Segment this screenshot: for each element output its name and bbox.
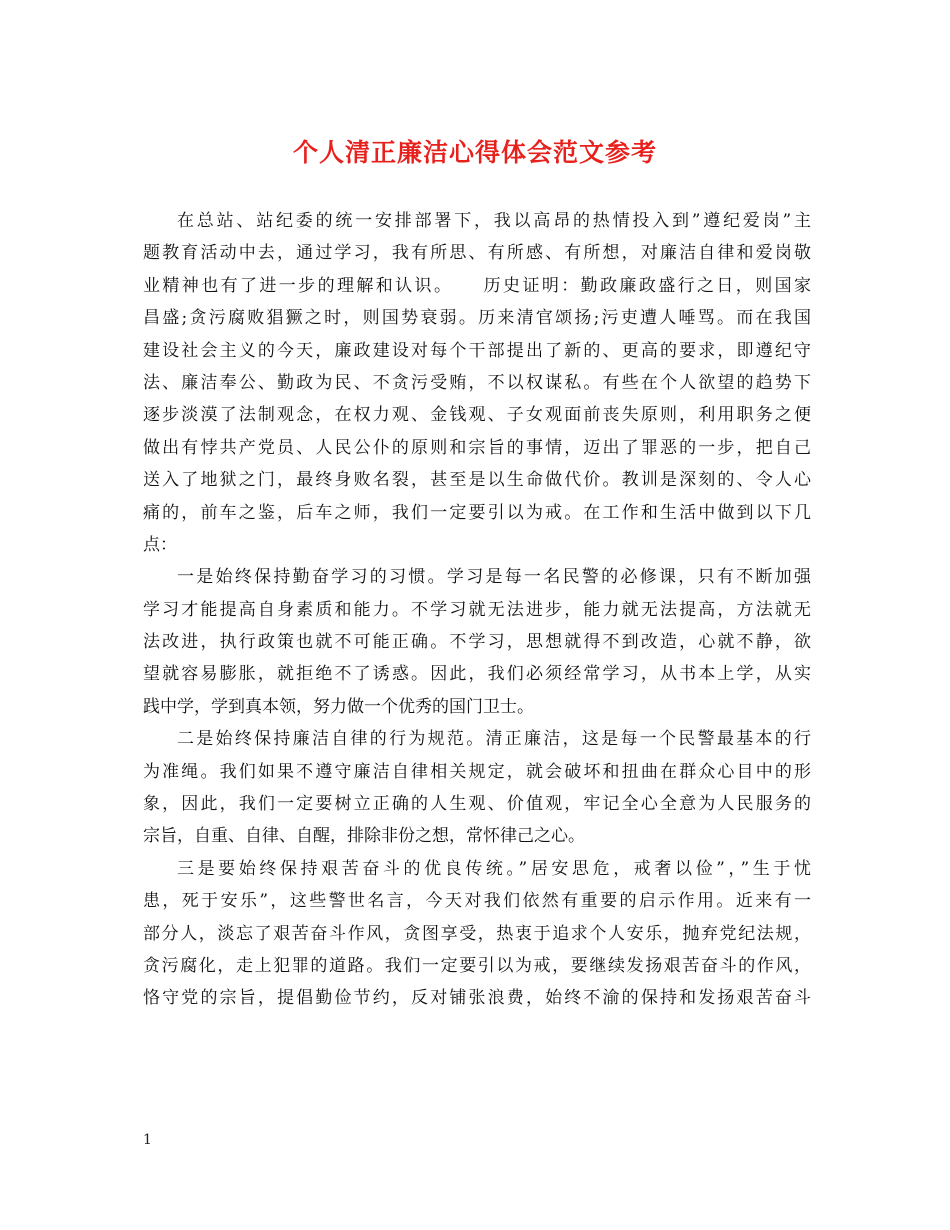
body-line: 恪守党的宗旨，提倡勤俭节约，反对铺张浪费，始终不渝的保持和发扬艰苦奋斗 [143, 988, 811, 1009]
body-line: 患，死于安乐”，这些警世名言，今天对我们依然有重要的启示作用。近来有一 [143, 891, 811, 912]
document-title: 个人清正廉洁心得体会范文参考 [292, 138, 657, 167]
body-line: 点： [143, 534, 177, 555]
page-number: 1 [143, 1132, 152, 1148]
document-body [143, 205, 811, 1015]
body-line: 宗旨，自重、自律、自醒，排除非份之想，常怀律己之心。 [143, 826, 585, 847]
body-line: 业精神也有了进一步的理解和认识。 历史证明：勤政廉政盛行之日，则国家 [143, 275, 811, 296]
body-line: 象，因此，我们一定要树立正确的人生观、价值观，牢记全心全意为人民服务的 [143, 794, 811, 815]
body-line: 二是始终保持廉洁自律的行为规范。清正廉洁，这是每一个民警最基本的行 [177, 729, 811, 750]
body-line: 法改进，执行政策也就不可能正确。不学习，思想就得不到改造，心就不静，欲 [143, 632, 811, 653]
body-line: 部分人，淡忘了艰苦奋斗作风，贪图享受，热衷于追求个人安乐，抛弃党纪法规， [143, 923, 811, 944]
body-line: 痛的，前车之鉴，后车之师，我们一定要引以为戒。在工作和生活中做到以下几 [143, 502, 811, 523]
body-line: 在总站、站纪委的统一安排部署下，我以高昂的热情投入到”遵纪爱岗”主 [177, 211, 811, 231]
body-line: 逐步淡漠了法制观念，在权力观、金钱观、子女观面前丧失原则，利用职务之便 [143, 405, 811, 426]
body-line: 三是要始终保持艰苦奋斗的优良传统。”居安思危，戒奢以俭”，”生于忧 [177, 858, 811, 879]
body-line: 法、廉洁奉公、勤政为民、不贪污受贿，不以权谋私。有些在个人欲望的趋势下 [143, 372, 811, 393]
body-line: 学习才能提高自身素质和能力。不学习就无法进步，能力就无法提高，方法就无 [143, 599, 811, 620]
body-line: 题教育活动中去，通过学习，我有所思、有所感、有所想，对廉洁自律和爱岗敬 [143, 243, 811, 264]
body-line: 望就容易膨胀，就拒绝不了诱惑。因此，我们必须经常学习，从书本上学，从实 [143, 664, 811, 685]
body-line: 昌盛;贪污腐败猖獗之时，则国势衰弱。历来清官颂扬;污吏遭人唾骂。而在我国 [143, 308, 811, 329]
body-line: 送入了地狱之门，最终身败名裂，甚至是以生命做代价。教训是深刻的、令人心 [143, 470, 811, 491]
body-line: 贪污腐化，走上犯罪的道路。我们一定要引以为戒，要继续发扬艰苦奋斗的作风， [143, 955, 811, 976]
body-line: 践中学，学到真本领，努力做一个优秀的国门卫士。 [143, 696, 534, 717]
body-line: 为准绳。我们如果不遵守廉洁自律相关规定，就会破坏和扭曲在群众心目中的形 [143, 761, 811, 782]
body-line: 做出有悖共产党员、人民公仆的原则和宗旨的事情，迈出了罪恶的一步，把自己 [143, 437, 811, 458]
body-line: 一是始终保持勤奋学习的习惯。学习是每一名民警的必修课，只有不断加强 [177, 567, 811, 588]
body-line: 建设社会主义的今天，廉政建设对每个干部提出了新的、更高的要求，即遵纪守 [143, 340, 811, 361]
